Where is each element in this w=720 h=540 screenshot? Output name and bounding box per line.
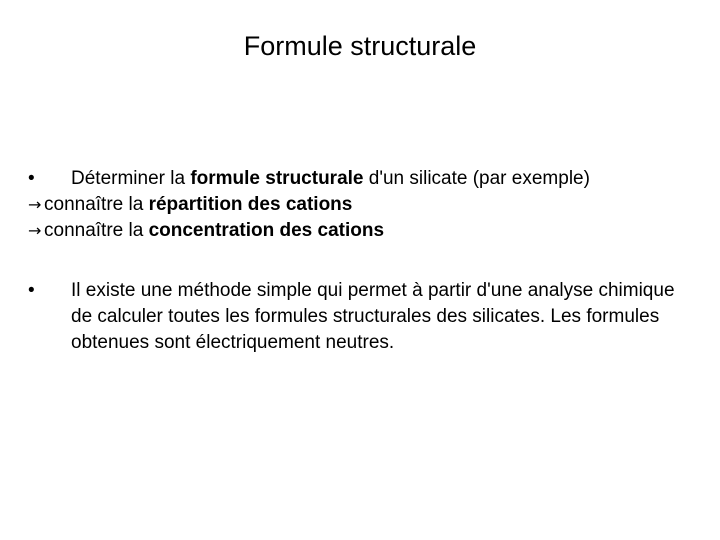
paragraph-2-text: Il existe une méthode simple qui permet à partir d'une analyse chimique de calculer toutes les formules structurales des silicates. Les formules obtenues sont électriquement neutres. <box>71 280 675 353</box>
arrow-line-1 <box>28 192 688 218</box>
bullet-icon: • <box>28 280 35 301</box>
line1-text: Déterminer la <box>71 168 191 189</box>
arrow-right-icon: → <box>28 221 42 240</box>
bullet-paragraph-2 <box>28 278 688 356</box>
line2-text: connaître la <box>44 194 149 215</box>
arrow-line-2 <box>28 218 688 244</box>
arrow-right-icon: → <box>28 195 42 214</box>
bullet-icon: • <box>28 168 35 189</box>
bullet-line-1 <box>28 166 688 192</box>
slide-title: Formule structurale <box>243 31 477 61</box>
line2-bold: répartition des cations <box>148 194 353 215</box>
line1-bold: formule structurale <box>190 168 364 189</box>
line3-bold: concentration des cations <box>148 220 385 241</box>
line3-text: connaître la <box>44 220 149 241</box>
slide-body <box>28 166 688 356</box>
line1-text-end: d'un silicate (par exemple) <box>363 168 590 189</box>
